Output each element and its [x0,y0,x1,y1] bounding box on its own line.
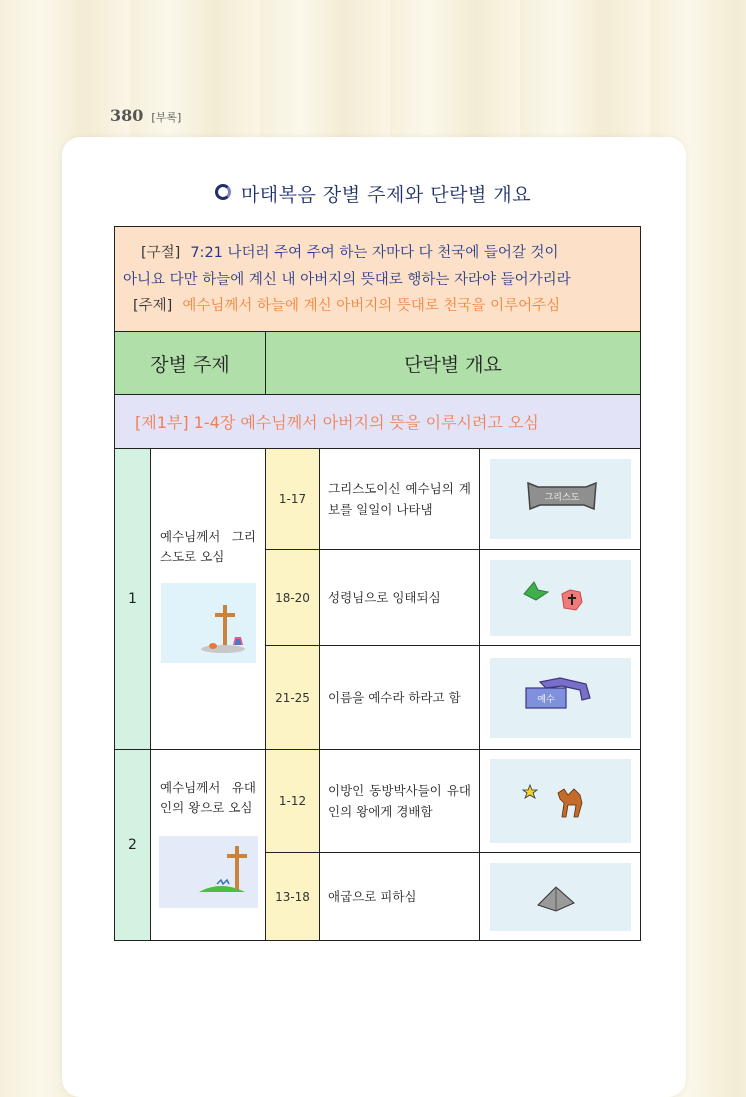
dove-and-book-icon [490,560,631,636]
section-picture-cell [480,550,641,646]
cross-illustration [161,583,256,663]
part-banner: [제1부] 1-4장 예수님께서 아버지의 뜻을 이루시려고 오심 [115,395,641,449]
star-and-camel-icon [490,759,631,843]
verse-label: [구절] [141,244,181,261]
section-picture [490,560,631,636]
section-summary: 애굽으로 피하심 [320,853,480,941]
chapter-topic: 예수님께서 유대인의 왕으로 오심 [160,780,256,815]
page-number: 380 [110,106,144,125]
section-picture-cell [480,646,641,750]
cross-icon [161,583,256,663]
key-verse-box [115,227,641,332]
theme-label: [주제] [133,297,173,314]
chapter-number: 1 [115,449,151,750]
scroll-sign-icon [490,459,631,539]
page-header [110,106,181,125]
chapter-topic: 예수님께서 그리스도로 오심 [160,529,256,564]
pyramid-icon [490,863,631,931]
section-summary: 이방인 동방박사들이 유대인의 왕에게 경배함 [320,750,480,853]
verse-range: 18-20 [266,550,320,646]
overview-table [114,226,641,941]
verse-line-1: 7:21 나더러 주여 주여 하는 자마다 다 천국에 들어갈 것이 [190,244,559,261]
chapter-number: 2 [115,750,151,941]
verse-range: 21-25 [266,646,320,750]
verse-range: 13-18 [266,853,320,941]
section-picture-cell [480,750,641,853]
section-picture-cell [480,449,641,550]
section-picture [490,459,631,539]
cross-icon [159,836,258,908]
section-picture [490,759,631,843]
section-picture [490,863,631,931]
section-summary: 이름을 예수라 하라고 함 [320,646,480,750]
section-picture-cell [480,853,641,941]
page-section-label: [부록] [151,111,182,124]
chapter-topic-cell [151,449,266,750]
page-title-text: 마태복음 장별 주제와 단락별 개요 [240,184,532,206]
name-tag-text: 예수 [536,694,555,705]
section-summary: 성령님으로 잉태되심 [320,550,480,646]
header-summary: 단락별 개요 [266,332,641,395]
cross-hill-illustration [159,836,258,908]
verse-line-2: 아니요 다만 하늘에 계신 내 아버지의 뜻대로 행하는 자라야 들어가리라 [123,271,571,288]
verse-range: 1-17 [266,449,320,550]
section-summary: 그리스도이신 예수님의 계보를 일일이 나타냄 [320,449,480,550]
chapter-topic-cell [151,750,266,941]
verse-range: 1-12 [266,750,320,853]
circle-bullet-icon [215,184,231,200]
scroll-sign-text: 그리스도 [544,493,579,503]
name-tag-icon [490,658,631,738]
section-picture [490,658,631,738]
theme-text: 예수님께서 하늘에 계신 아버지의 뜻대로 천국을 이루어주심 [182,297,561,314]
page-title [0,180,746,207]
header-chapter-theme: 장별 주제 [115,332,266,395]
